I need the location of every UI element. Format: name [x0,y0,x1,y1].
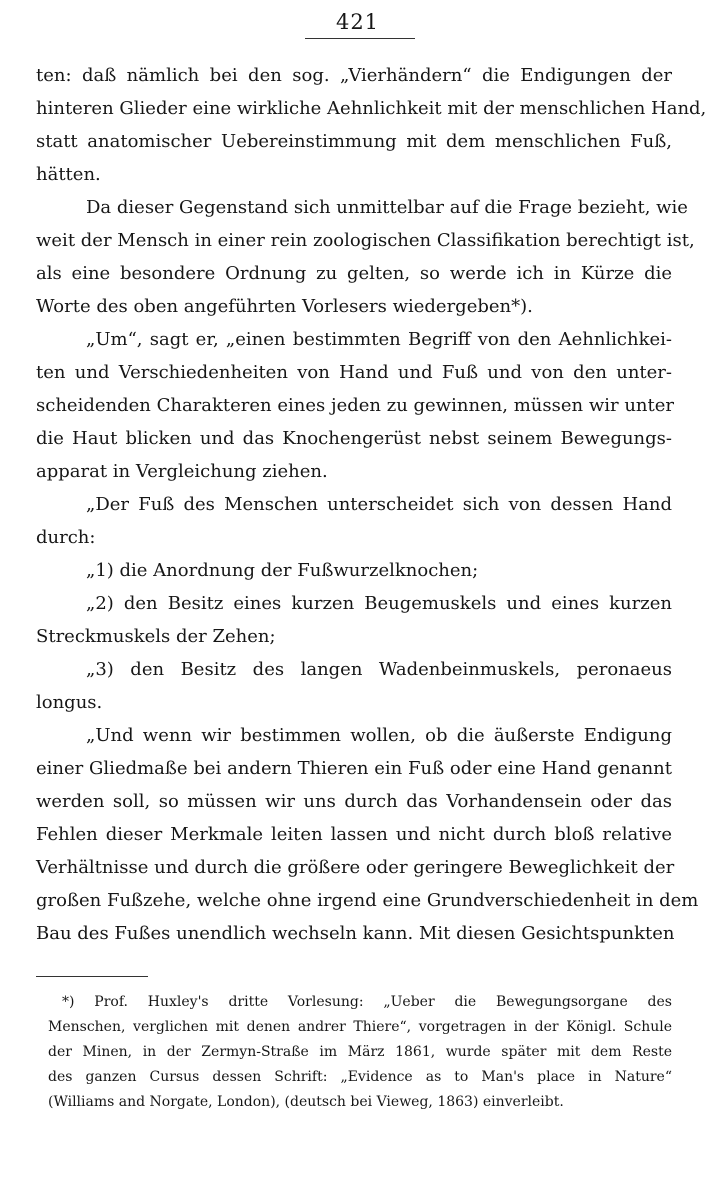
text-line: scheidenden Charakteren eines jeden zu gewinnen, müssen wir unter [36,395,674,416]
footnote-line: der Minen, in der Zermyn-Straße im März 1861, wurde später mit dem Reste [48,1044,672,1060]
text-line: Da dieser Gegenstand sich unmittelbar auf die Frage bezieht, wie [86,197,688,218]
text-line: „Und wenn wir bestimmen wollen, ob die äußerste Endigung [86,725,672,746]
text-line: Worte des oben angeführten Vorlesers wiedergeben*). [36,296,533,317]
text-line: die Haut blicken und das Knochengerüst nebst seinem Bewegungs- [36,428,672,449]
footnote-rule [36,976,148,977]
footnote-line: *) Prof. Huxley's dritte Vorlesung: „Ueber die Bewegungsorgane des [62,994,672,1010]
text-line: durch: [36,527,96,548]
text-line: weit der Mensch in einer rein zoologischen Classifikation berechtigt ist, [36,230,695,251]
footnote-line: des ganzen Cursus dessen Schrift: „Evidence as to Man's place in Nature“ [48,1069,672,1085]
text-line: großen Fußzehe, welche ohne irgend eine Grundverschiedenheit in dem [36,890,699,911]
text-line: werden soll, so müssen wir uns durch das Vorhandensein oder das [36,791,672,812]
text-line: ten und Verschiedenheiten von Hand und Fuß und von den unter- [36,362,672,383]
text-line: „Um“, sagt er, „einen bestimmten Begriff von den Aehnlichkei- [86,329,672,350]
text-line: statt anatomischer Uebereinstimmung mit dem menschlichen Fuß, [36,131,672,152]
footnote-line: Menschen, verglichen mit denen andrer Thiere“, vorgetragen in der Königl. Schule [48,1019,672,1035]
header-rule [305,38,415,39]
text-line: ten: daß nämlich bei den sog. „Vierhändern“ die Endigungen der [36,65,672,86]
text-line: longus. [36,692,103,713]
text-line: „3) den Besitz des langen Wadenbeinmuskels, peronaeus [86,659,672,680]
text-line: einer Gliedmaße bei andern Thieren ein Fuß oder eine Hand genannt [36,758,672,779]
text-line: Bau des Fußes unendlich wechseln kann. Mit diesen Gesichtspunkten [36,923,675,944]
text-line: Fehlen dieser Merkmale leiten lassen und nicht durch bloß relative [36,824,672,845]
footnote [48,990,672,1115]
text-line: „1) die Anordnung der Fußwurzelknochen; [86,560,479,581]
text-line: hätten. [36,164,101,185]
body-text [36,59,707,950]
text-line: apparat in Vergleichung ziehen. [36,461,328,482]
text-line: als eine besondere Ordnung zu gelten, so werde ich in Kürze die [36,263,672,284]
text-line: hinteren Glieder eine wirkliche Aehnlichkeit mit der menschlichen Hand, [36,98,707,119]
page-number: 421 [335,10,380,34]
text-line: „Der Fuß des Menschen unterscheidet sich von dessen Hand [86,494,672,515]
text-line: „2) den Besitz eines kurzen Beugemuskels und eines kurzen [86,593,672,614]
text-line: Verhältnisse und durch die größere oder geringere Beweglichkeit der [36,857,675,878]
footnote-line: (Williams and Norgate, London), (deutsch bei Vieweg, 1863) einverleibt. [48,1094,564,1110]
text-line: Streckmuskels der Zehen; [36,626,276,647]
